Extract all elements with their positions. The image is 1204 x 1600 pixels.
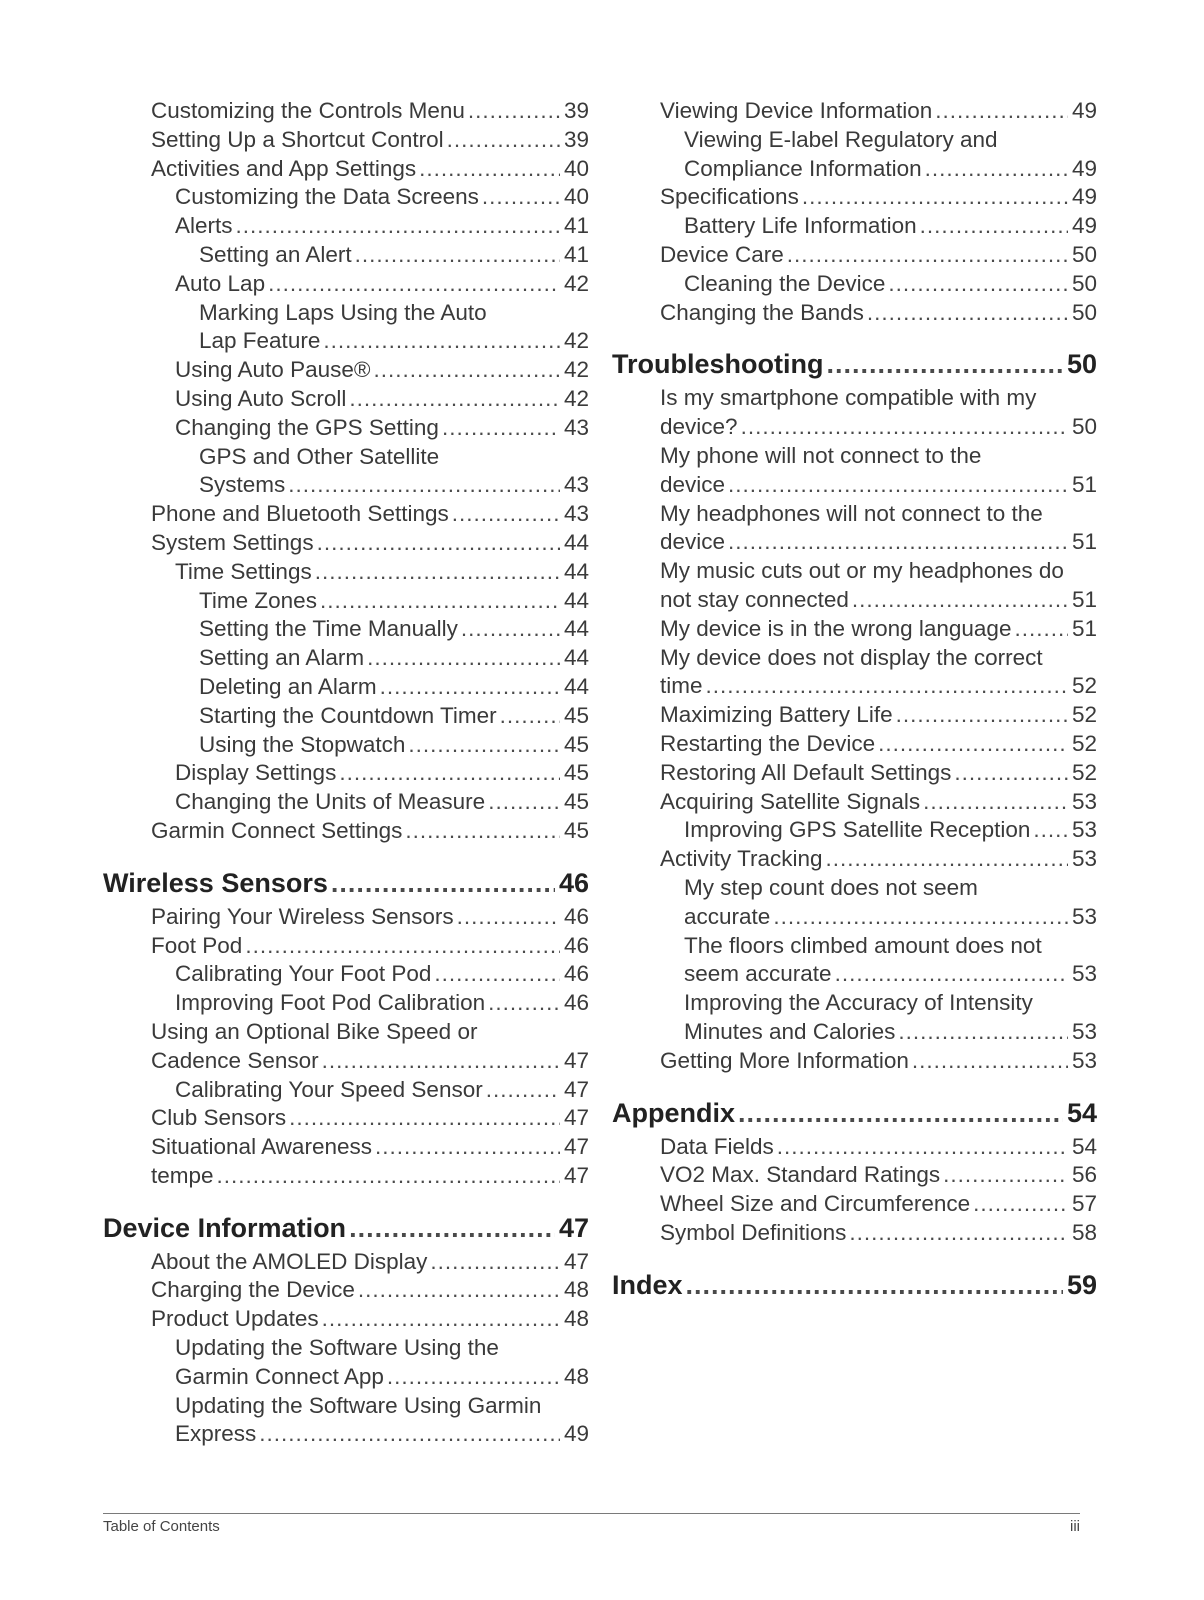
toc-page-number: 45: [563, 702, 589, 728]
toc-page-number: 40: [563, 184, 589, 210]
dot-leader: [787, 241, 1068, 270]
toc-entry-title: Using the Stopwatch: [199, 731, 406, 757]
toc-page-number: 49: [563, 1421, 589, 1447]
toc-entry-title: Specifications: [660, 184, 799, 210]
toc-right-column: [612, 97, 1097, 1305]
toc-page-number: 48: [563, 1306, 589, 1332]
dot-leader: [387, 1363, 560, 1392]
toc-entry[interactable]: [612, 989, 1097, 1047]
toc-entry-title: Improving GPS Satellite Reception: [684, 817, 1031, 843]
footer-title: Table of Contents: [103, 1518, 220, 1535]
footer-page-number: iii: [1070, 1518, 1080, 1535]
toc-entry[interactable]: [103, 932, 589, 961]
toc-page-number: 39: [563, 98, 589, 123]
dot-leader: [738, 1096, 1063, 1130]
dot-leader: [954, 759, 1068, 788]
dot-leader: [259, 1420, 560, 1449]
dot-leader: [349, 385, 560, 414]
dot-leader: [867, 299, 1068, 328]
toc-entry[interactable]: [103, 1162, 589, 1191]
toc-entry-title: Setting an Alert: [199, 241, 352, 267]
toc-page-number: 53: [1071, 1047, 1097, 1073]
toc-entry-title-line: Viewing E-label Regulatory and: [684, 126, 998, 152]
dot-leader: [373, 356, 560, 385]
toc-page-number: 45: [563, 789, 589, 815]
toc-entry-title: Wheel Size and Circumference: [660, 1191, 971, 1217]
toc-entry-title-line: My phone will not connect to the: [660, 442, 982, 468]
toc-entry-title: Cleaning the Device: [684, 270, 886, 296]
dot-leader: [728, 528, 1068, 557]
toc-entry[interactable]: [612, 384, 1097, 442]
toc-entry[interactable]: [103, 817, 589, 846]
toc-entry-title: Starting the Countdown Timer: [199, 702, 497, 728]
toc-entry[interactable]: [612, 557, 1097, 615]
toc-entry-title: Auto Lap: [175, 270, 266, 296]
toc-page-number: 56: [1071, 1162, 1097, 1188]
dot-leader: [488, 788, 560, 817]
toc-entry[interactable]: [612, 615, 1097, 644]
dot-leader: [442, 414, 560, 443]
dot-leader: [741, 413, 1068, 442]
dot-leader: [468, 97, 560, 126]
toc-page-number: 53: [1071, 961, 1097, 987]
toc-page-number: 41: [563, 241, 589, 267]
toc-entry[interactable]: [103, 1334, 589, 1392]
toc-entry[interactable]: [612, 183, 1097, 212]
dot-leader: [405, 817, 560, 846]
toc-entry-title: Device Care: [660, 241, 784, 267]
toc-page-number: 51: [1071, 615, 1097, 641]
toc-entry-title: Maximizing Battery Life: [660, 702, 893, 728]
dot-leader: [773, 903, 1068, 932]
toc-page-number: 48: [563, 1277, 589, 1303]
toc-entry-title: Alerts: [175, 213, 233, 239]
toc-page-number: 42: [563, 328, 589, 354]
toc-entry-title: Foot Pod: [151, 932, 243, 958]
toc-left-column: [103, 97, 589, 1449]
toc-entry-title: Systems: [199, 472, 286, 498]
toc-entry-title: tempe: [151, 1162, 214, 1188]
toc-section-heading[interactable]: [103, 1211, 589, 1245]
dot-leader: [408, 731, 560, 760]
toc-page-number: 50: [1071, 414, 1097, 440]
toc-entry[interactable]: [103, 1018, 589, 1076]
toc-page-number: 42: [563, 270, 589, 296]
toc-entry-title: seem accurate: [684, 961, 832, 987]
toc-entry[interactable]: [612, 932, 1097, 990]
toc-page-number: 58: [1071, 1219, 1097, 1245]
toc-entry[interactable]: [103, 1248, 589, 1277]
dot-leader: [289, 1104, 560, 1133]
toc-page-number: 45: [563, 760, 589, 786]
toc-entry-title: Restoring All Default Settings: [660, 759, 952, 785]
dot-leader: [434, 960, 560, 989]
toc-entry-title: device: [660, 471, 726, 497]
toc-page-number: 45: [563, 731, 589, 757]
toc-entry[interactable]: [612, 816, 1097, 845]
dot-leader: [852, 586, 1068, 615]
toc-entry[interactable]: [103, 989, 589, 1018]
toc-entry[interactable]: [103, 960, 589, 989]
toc-entry-title-line: My music cuts out or my headphones do: [660, 558, 1064, 584]
dot-leader: [973, 1190, 1068, 1219]
toc-page-number: 59: [1066, 1269, 1097, 1300]
toc-entry-title-line: The floors climbed amount does not: [684, 932, 1042, 958]
toc-page-number: 47: [563, 1162, 589, 1188]
toc-entry-title: Time Settings: [175, 558, 312, 584]
toc-entry[interactable]: [612, 97, 1097, 126]
toc-page-number: 46: [558, 867, 589, 898]
toc-entry-title-line: Marking Laps Using the Auto: [199, 299, 487, 325]
dot-leader: [835, 960, 1068, 989]
toc-page-number: 44: [563, 673, 589, 699]
toc-entry[interactable]: [103, 155, 589, 184]
toc-entry-title: Display Settings: [175, 760, 337, 786]
toc-entry[interactable]: [103, 1104, 589, 1133]
toc-page-number: 46: [563, 961, 589, 987]
toc-entry-title-line: My headphones will not connect to the: [660, 500, 1043, 526]
toc-page-number: 39: [563, 126, 589, 152]
dot-leader: [217, 1162, 560, 1191]
toc-entry[interactable]: [612, 644, 1097, 702]
toc-entry[interactable]: [103, 731, 589, 760]
toc-entry-title: Activity Tracking: [660, 846, 823, 872]
dot-leader: [322, 1047, 560, 1076]
toc-entry[interactable]: [612, 299, 1097, 328]
toc-entry[interactable]: [103, 183, 589, 212]
toc-entry[interactable]: [612, 270, 1097, 299]
dot-leader: [728, 471, 1068, 500]
dot-leader: [878, 730, 1068, 759]
dot-leader: [245, 932, 560, 961]
toc-entry-title-line: My step count does not seem: [684, 874, 978, 900]
toc-page-number: 46: [563, 903, 589, 929]
toc-entry[interactable]: [103, 788, 589, 817]
dot-leader: [925, 155, 1068, 184]
toc-page-number: 47: [563, 1248, 589, 1274]
toc-entry-title: Device Information: [103, 1212, 347, 1243]
toc-page-number: 52: [1071, 673, 1097, 699]
toc-page-number: 53: [1071, 903, 1097, 929]
toc-entry[interactable]: [612, 126, 1097, 184]
toc-entry[interactable]: [103, 299, 589, 357]
toc-entry[interactable]: [103, 529, 589, 558]
toc-entry-title: Setting the Time Manually: [199, 616, 458, 642]
toc-page-number: 46: [563, 932, 589, 958]
dot-leader: [358, 1276, 560, 1305]
toc-entry-title: Restarting the Device: [660, 730, 876, 756]
toc-entry-title: Symbol Definitions: [660, 1219, 847, 1245]
dot-leader: [777, 1133, 1068, 1162]
toc-page-number: 53: [1071, 788, 1097, 814]
toc-entry[interactable]: [612, 788, 1097, 817]
toc-page-number: 44: [563, 587, 589, 613]
toc-entry-title: Setting Up a Shortcut Control: [151, 126, 444, 152]
toc-entry[interactable]: [103, 702, 589, 731]
dot-leader: [375, 1133, 560, 1162]
toc-entry[interactable]: [612, 1190, 1097, 1219]
toc-entry-title: Using Auto Scroll: [175, 385, 347, 411]
toc-page-number: 47: [558, 1212, 589, 1243]
toc-entry[interactable]: [612, 874, 1097, 932]
toc-page-number: 42: [563, 357, 589, 383]
toc-entry-title-line: Improving the Accuracy of Intensity: [684, 990, 1033, 1016]
toc-entry[interactable]: [103, 356, 589, 385]
toc-page-number: 41: [563, 213, 589, 239]
toc-entry[interactable]: [612, 212, 1097, 241]
toc-entry[interactable]: [103, 587, 589, 616]
toc-page-number: 54: [1066, 1097, 1097, 1128]
toc-entry[interactable]: [612, 241, 1097, 270]
dot-leader: [320, 587, 560, 616]
toc-entry-title: Viewing Device Information: [660, 98, 933, 123]
toc-entry[interactable]: [103, 1076, 589, 1105]
dot-leader: [430, 1248, 560, 1277]
dot-leader: [315, 558, 560, 587]
toc-page-number: 47: [563, 1134, 589, 1160]
toc-page-number: 48: [563, 1363, 589, 1389]
toc-page-number: 50: [1071, 241, 1097, 267]
toc-page-number: 40: [563, 155, 589, 181]
toc-entry[interactable]: [612, 1161, 1097, 1190]
toc-page-number: 45: [563, 817, 589, 843]
toc-page-number: 52: [1071, 702, 1097, 728]
toc-entry-title-line: Using an Optional Bike Speed or: [151, 1018, 478, 1044]
toc-entry-title: Changing the Bands: [660, 299, 864, 325]
toc-entry-title: Wireless Sensors: [103, 867, 328, 898]
toc-page-number: 49: [1071, 155, 1097, 181]
toc-entry-title: not stay connected: [660, 586, 849, 612]
toc-entry[interactable]: [103, 212, 589, 241]
dot-leader: [912, 1047, 1068, 1076]
page-footer: [103, 1513, 1080, 1535]
toc-entry-title: Troubleshooting: [612, 349, 824, 380]
dot-leader: [457, 903, 560, 932]
toc-entry-title: Battery Life Information: [684, 213, 917, 239]
toc-entry[interactable]: [103, 443, 589, 501]
toc-page-number: 49: [1071, 213, 1097, 239]
dot-leader: [339, 759, 560, 788]
toc-entry[interactable]: [612, 730, 1097, 759]
dot-leader: [920, 212, 1068, 241]
toc-page-number: 47: [563, 1105, 589, 1131]
toc-page-number: 50: [1071, 299, 1097, 325]
dot-leader: [380, 673, 560, 702]
toc-entry-title: Calibrating Your Speed Sensor: [175, 1076, 483, 1102]
toc-entry-title: device: [660, 529, 726, 555]
dot-leader: [486, 1076, 560, 1105]
dot-leader: [500, 702, 560, 731]
toc-page-number: 44: [563, 529, 589, 555]
toc-entry-title: System Settings: [151, 529, 314, 555]
toc-entry[interactable]: [612, 1219, 1097, 1248]
toc-entry-title: Customizing the Controls Menu: [151, 98, 465, 123]
toc-entry-title-line: Is my smartphone compatible with my: [660, 385, 1037, 411]
toc-entry-title: Changing the GPS Setting: [175, 414, 439, 440]
toc-entry[interactable]: [103, 241, 589, 270]
toc-entry-title: Customizing the Data Screens: [175, 184, 479, 210]
toc-page-number: 53: [1071, 817, 1097, 843]
toc-entry-title: Deleting an Alarm: [199, 673, 377, 699]
toc-entry-title: Index: [612, 1269, 683, 1300]
toc-page-number: 44: [563, 616, 589, 642]
toc-entry-title: Using Auto Pause®: [175, 357, 371, 383]
toc-entry-title: Express: [175, 1421, 257, 1447]
toc-page-number: 43: [563, 472, 589, 498]
toc-entry-title: Activities and App Settings: [151, 155, 417, 181]
toc-entry-title: Club Sensors: [151, 1105, 287, 1131]
toc-entry-title: Product Updates: [151, 1306, 319, 1332]
toc-entry-title: Compliance Information: [684, 155, 922, 181]
toc-entry-title: Acquiring Satellite Signals: [660, 788, 921, 814]
toc-entry-title: Changing the Units of Measure: [175, 789, 486, 815]
toc-entry-title: Minutes and Calories: [684, 1018, 896, 1044]
dot-leader: [288, 471, 560, 500]
toc-entry-title: time: [660, 673, 703, 699]
toc-page-number: 42: [563, 385, 589, 411]
toc-entry-title: Phone and Bluetooth Settings: [151, 501, 449, 527]
toc-section-heading[interactable]: [612, 1096, 1097, 1130]
toc-entry-title-line: Updating the Software Using Garmin: [175, 1392, 542, 1418]
toc-entry[interactable]: [103, 500, 589, 529]
toc-section-heading[interactable]: [612, 1268, 1097, 1302]
toc-page-number: 51: [1071, 471, 1097, 497]
toc-entry[interactable]: [103, 1392, 589, 1450]
toc-entry[interactable]: [103, 126, 589, 155]
toc-entry-title: Situational Awareness: [151, 1134, 372, 1160]
toc-entry[interactable]: [612, 1047, 1097, 1076]
toc-entry-title: Appendix: [612, 1097, 736, 1128]
toc-page-number: 53: [1071, 846, 1097, 872]
toc-entry-title: Calibrating Your Foot Pod: [175, 961, 432, 987]
toc-entry-title: About the AMOLED Display: [151, 1248, 428, 1274]
toc-entry-title: Data Fields: [660, 1133, 774, 1159]
toc-page-number: 52: [1071, 730, 1097, 756]
toc-entry-title: Charging the Device: [151, 1277, 355, 1303]
dot-leader: [447, 126, 560, 155]
toc-entry[interactable]: [103, 644, 589, 673]
dot-leader: [322, 1305, 560, 1334]
toc-entry-title: Cadence Sensor: [151, 1047, 319, 1073]
toc-entry-title: Garmin Connect Settings: [151, 817, 403, 843]
toc-page-number: 49: [1071, 184, 1097, 210]
dot-leader: [323, 327, 560, 356]
toc-entry[interactable]: [103, 558, 589, 587]
dot-leader: [849, 1219, 1068, 1248]
toc-entry-title: VO2 Max. Standard Ratings: [660, 1162, 941, 1188]
dot-leader: [826, 845, 1068, 874]
dot-leader: [943, 1161, 1068, 1190]
toc-entry-title: device?: [660, 414, 738, 440]
dot-leader: [826, 347, 1062, 381]
dot-leader: [802, 183, 1068, 212]
toc-entry[interactable]: [612, 442, 1097, 500]
toc-page-number: 54: [1071, 1133, 1097, 1159]
toc-entry-title: Pairing Your Wireless Sensors: [151, 903, 454, 929]
toc-entry-title: Lap Feature: [199, 328, 321, 354]
toc-page-number: 43: [563, 501, 589, 527]
toc-entry[interactable]: [103, 759, 589, 788]
dot-leader: [419, 155, 560, 184]
toc-page-number: 51: [1071, 586, 1097, 612]
toc-page-number: 57: [1071, 1191, 1097, 1217]
toc-entry[interactable]: [103, 1305, 589, 1334]
dot-leader: [349, 1211, 555, 1245]
dot-leader: [452, 500, 560, 529]
toc-entry-title: My device is in the wrong language: [660, 615, 1012, 641]
dot-leader: [686, 1268, 1063, 1302]
toc-entry[interactable]: [103, 1276, 589, 1305]
dot-leader: [923, 788, 1068, 817]
toc-entry-title: Setting an Alarm: [199, 645, 365, 671]
dot-leader: [706, 672, 1068, 701]
toc-page-number: 51: [1071, 529, 1097, 555]
dot-leader: [888, 270, 1068, 299]
toc-entry[interactable]: [612, 759, 1097, 788]
dot-leader: [236, 212, 560, 241]
toc-page-number: 52: [1071, 759, 1097, 785]
toc-entry-title: Improving Foot Pod Calibration: [175, 990, 486, 1016]
toc-page-number: 49: [1071, 98, 1097, 123]
dot-leader: [898, 1018, 1068, 1047]
toc-page-number: 47: [563, 1047, 589, 1073]
toc-entry[interactable]: [612, 845, 1097, 874]
dot-leader: [1033, 816, 1068, 845]
toc-entry[interactable]: [612, 701, 1097, 730]
dot-leader: [331, 866, 555, 900]
dot-leader: [896, 701, 1068, 730]
toc-page-number: 47: [563, 1076, 589, 1102]
toc-entry-title-line: Updating the Software Using the: [175, 1335, 499, 1361]
toc-entry[interactable]: [103, 385, 589, 414]
toc-entry[interactable]: [103, 414, 589, 443]
toc-page-number: 53: [1071, 1018, 1097, 1044]
dot-leader: [367, 644, 560, 673]
dot-leader: [461, 615, 560, 644]
toc-page-number: 43: [563, 414, 589, 440]
toc-entry-title: accurate: [684, 903, 771, 929]
toc-entry-title-line: GPS and Other Satellite: [199, 443, 440, 469]
toc-section-heading[interactable]: [612, 347, 1097, 381]
toc-page-number: 44: [563, 558, 589, 584]
toc-entry-title: Garmin Connect App: [175, 1363, 384, 1389]
dot-leader: [482, 183, 560, 212]
toc-entry[interactable]: [103, 1133, 589, 1162]
toc-page-number: 50: [1066, 349, 1097, 380]
toc-entry-title-line: My device does not display the correct: [660, 644, 1043, 670]
dot-leader: [268, 270, 560, 299]
toc-page-number: 50: [1071, 270, 1097, 296]
toc-entry-title: Getting More Information: [660, 1047, 909, 1073]
toc-entry[interactable]: [103, 270, 589, 299]
toc-entry[interactable]: [103, 615, 589, 644]
dot-leader: [935, 97, 1068, 126]
toc-entry[interactable]: [612, 500, 1097, 558]
toc-entry[interactable]: [612, 1133, 1097, 1162]
toc-page-number: 46: [563, 990, 589, 1016]
dot-leader: [355, 241, 560, 270]
toc-entry[interactable]: [103, 673, 589, 702]
toc-entry-title: Time Zones: [199, 587, 317, 613]
dot-leader: [1014, 615, 1068, 644]
toc-entry[interactable]: [103, 97, 589, 126]
toc-entry[interactable]: [103, 903, 589, 932]
toc-section-heading[interactable]: [103, 866, 589, 900]
toc-page-number: 44: [563, 645, 589, 671]
dot-leader: [488, 989, 560, 1018]
dot-leader: [317, 529, 560, 558]
